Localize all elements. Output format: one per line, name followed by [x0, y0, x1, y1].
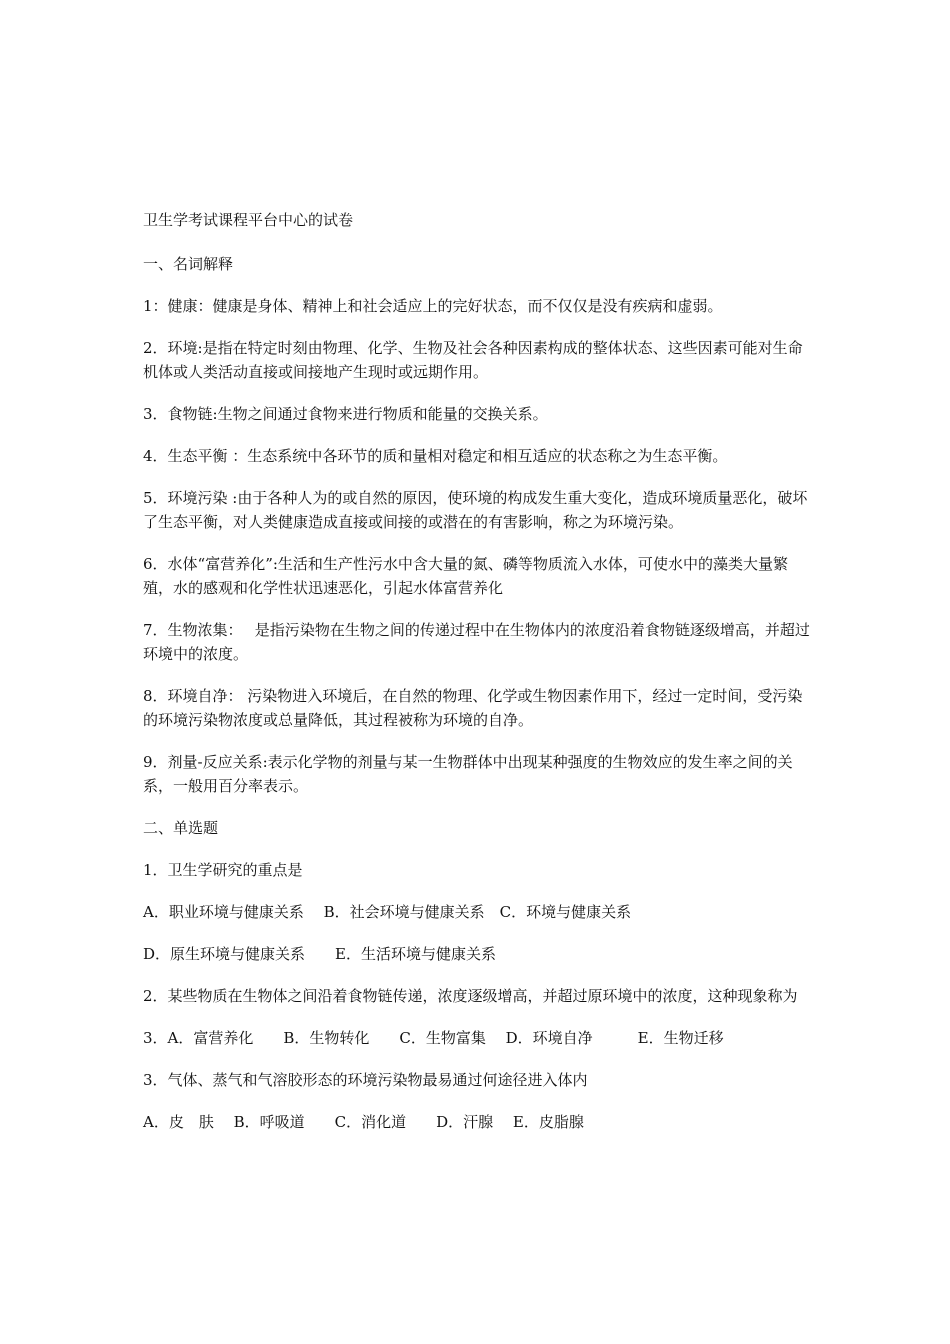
question-options: 3．A．富营养化 B．生物转化 C．生物富集 D．环境自净 E．生物迁移: [143, 1029, 724, 1047]
question-options: D．原生环境与健康关系 E．生活环境与健康关系: [143, 945, 496, 963]
definition-item: 3．食物链:生物之间通过食物来进行物质和能量的交换关系。: [143, 405, 548, 423]
definition-item: 4．生态平衡 ：生态系统中各环节的质和量相对稳定和相互适应的状态称之为生态平衡。: [143, 447, 728, 465]
definition-item: 5．环境污染 :由于各种人为的或自然的原因，使环境的构成发生重大变化，造成环境质量恶化，破坏了生态平衡，对人类健康造成直接或间接的或潜在的有害影响，称之为环境污染。: [143, 489, 808, 531]
definition-item: 2．环境:是指在特定时刻由物理、化学、生物及社会各种因素构成的整体状态、这些因素可能对生命机体或人类活动直接或间接地产生现时或远期作用。: [143, 339, 803, 381]
document-page: [143, 208, 815, 1152]
question-line: 1．卫生学研究的重点是: [143, 861, 303, 879]
question-line: 3．气体、蒸气和气溶胶形态的环境污染物最易通过何途径进入体内: [143, 1071, 588, 1089]
section-heading-definitions: 一、名词解释: [143, 255, 234, 273]
definition-item: 7．生物浓集： 是指污染物在生物之间的传递过程中在生物体内的浓度沿着食物链逐级增高，并超过环境中的浓度。: [143, 621, 810, 663]
question-options: A．皮 肤 B．呼吸道 C．消化道 D．汗腺 E．皮脂腺: [143, 1113, 584, 1131]
section-heading-single-choice: 二、单选题: [143, 819, 219, 837]
definition-item: 1：健康：健康是身体、精神上和社会适应上的完好状态，而不仅仅是没有疾病和虚弱。: [143, 297, 723, 315]
definition-item: 9．剂量-反应关系:表示化学物的剂量与某一生物群体中出现某种强度的生物效应的发生率之间的关系，一般用百分率表示。: [143, 753, 793, 795]
definition-item: 8．环境自净： 污染物进入环境后，在自然的物理、化学或生物因素作用下，经过一定时间，受污染的环境污染物浓度或总量降低，其过程被称为环境的自净。: [143, 687, 803, 729]
document-title: 卫生学考试课程平台中心的试卷: [143, 211, 354, 229]
question-options: A．职业环境与健康关系 B．社会环境与健康关系 C．环境与健康关系: [143, 903, 632, 921]
definition-item: 6．水体“富营养化”:生活和生产性污水中含大量的氮、磷等物质流入水体，可使水中的藻类大量繁殖，水的感观和化学性状迅速恶化，引起水体富营养化: [143, 555, 788, 597]
question-line: 2．某些物质在生物体之间沿着食物链传递，浓度逐级增高，并超过原环境中的浓度，这种现象称为: [143, 987, 798, 1005]
